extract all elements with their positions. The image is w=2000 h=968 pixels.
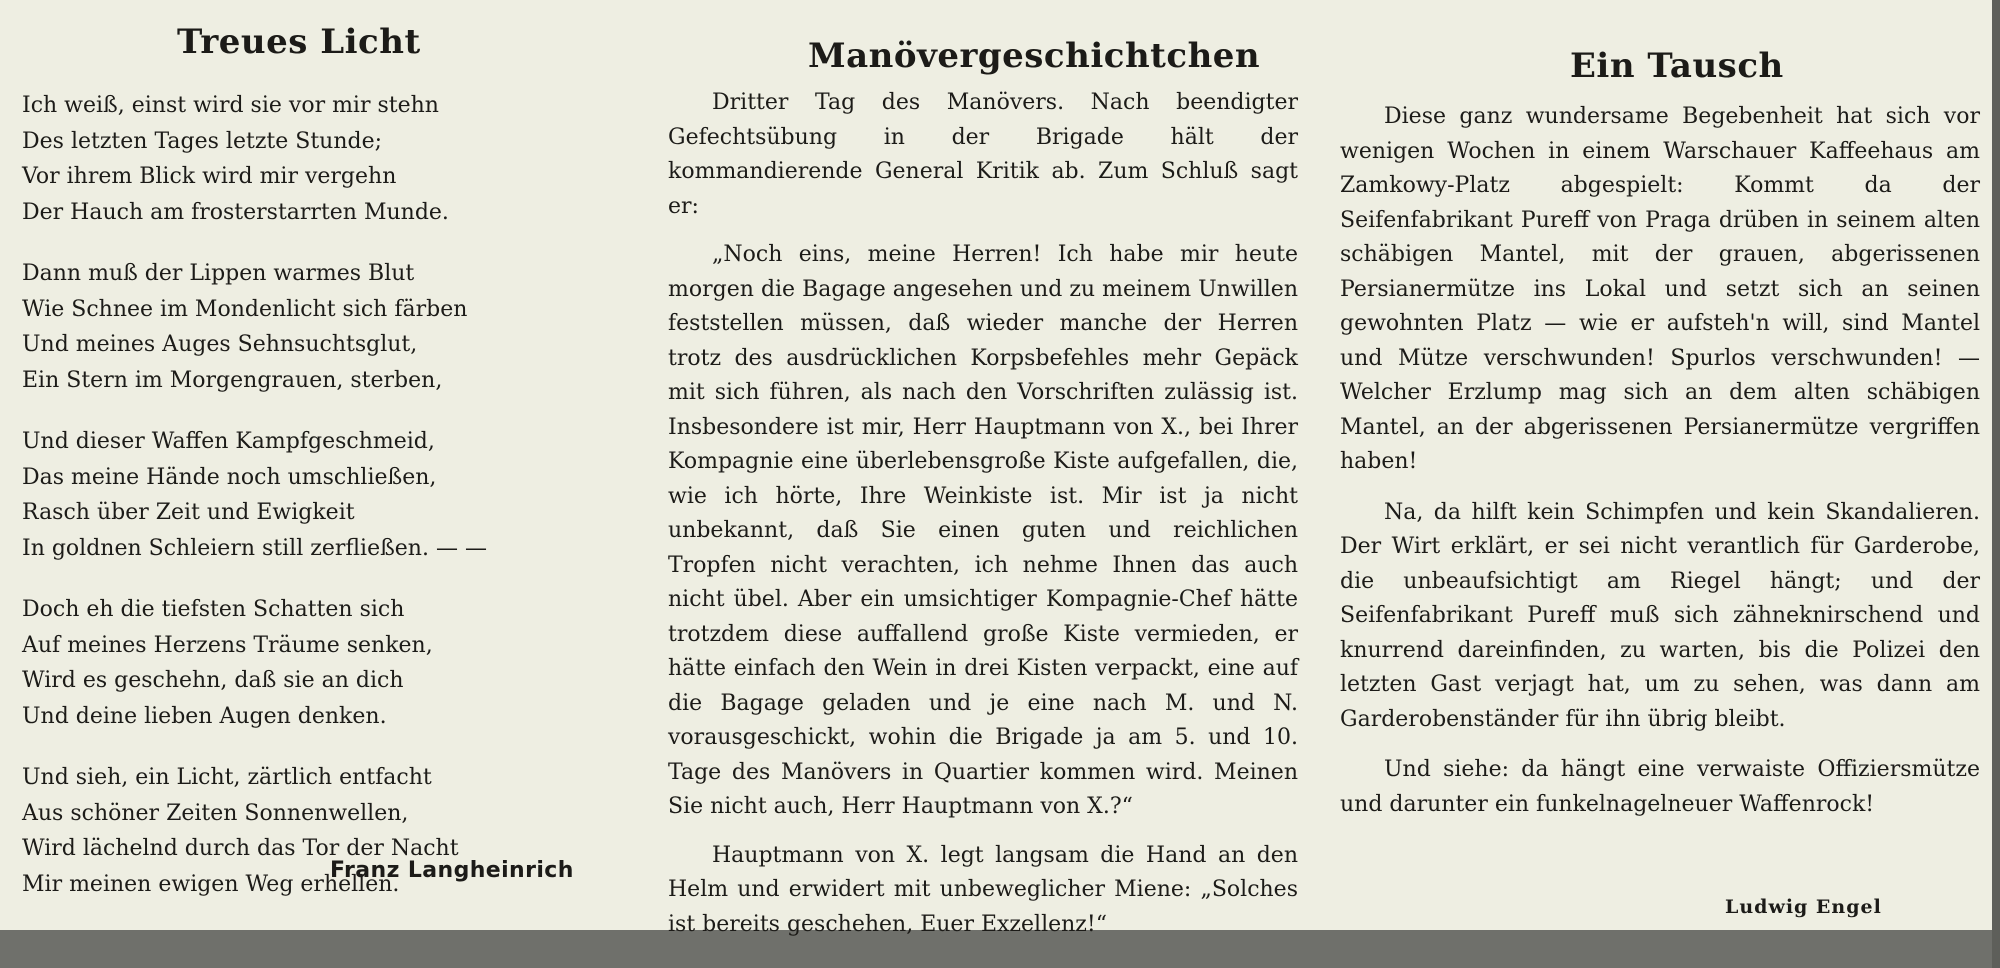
- poem-verse: Auf meines Herzens Träume senken,: [22, 632, 433, 658]
- poem-verse: Und dieser Waffen Kampfgeschmeid,: [22, 429, 435, 454]
- page-edge: [1992, 0, 2000, 968]
- poem-stanza: [22, 592, 582, 734]
- story1-body: [668, 86, 1298, 956]
- poem-stanza: [22, 424, 582, 566]
- poem-verse: Wird lächelnd durch das Tor der Nacht: [22, 836, 459, 861]
- story2-paragraph: Und siehe: da hängt eine verwaiste Offiziersmütze und darunter ein funkelnagelneuer Waffenrock!: [1340, 757, 1980, 817]
- poem-verse: Ein Stern im Morgengrauen, sterben,: [22, 367, 443, 393]
- story2-paragraph: Na, da hilft kein Schimpfen und kein Skandalieren. Der Wirt erklärt, er sei nicht verantlich für Garderobe, die unbeaufsichtigt am Riegel hängt; und der Seifenfabrikant Pureff muß sich zähneknirschend und knurrend dareinfinden, zu warten, bis die Polizei den letzten Gast verjagt hat, um zu sehen, was dann am Garderobenständer für ihn übrig bleibt.: [1340, 499, 1980, 732]
- poem-verse: In goldnen Schleiern still zerfließen. — —: [22, 535, 487, 561]
- poem-verse: Des letzten Tages letzte Stunde;: [22, 128, 383, 154]
- poem-stanza: [22, 88, 582, 230]
- story2-body: [1340, 100, 1980, 838]
- story1-paragraph: Hauptmann von X. legt langsam die Hand an den Helm und erwidert mit unbeweglicher Miene: „Solches ist bereits geschehen, Euer Exzellenz!“: [668, 842, 1298, 937]
- story1-paragraph: „Noch eins, meine Herren! Ich habe mir heute morgen die Bagage angesehen und zu meinem Unwillen feststellen müssen, daß wieder manche der Herren trotz des ausdrücklichen Korpsbefehles mehr Gepäck mit sich führen, als nach den Vorschriften zulässig ist. Insbesondere ist mir, Herr Hauptmann von X., bei Ihrer Kompagnie eine überlebensgroße Kiste aufgefallen, die, wie ich hörte, Ihre Weinkiste ist. Mir ist ja nicht unbekannt, daß Sie einen guten und reichlichen Tropfen nicht verachten, ich nehme Ihnen das auch nicht übel. Aber ein umsichtiger Kompagnie-Chef hätte trotzdem diese auffallend große Kiste vermieden, er hätte einfach den Wein in drei Kisten verpackt, eine auf die Bagage geladen und je eine nach M. und N. vorausgeschickt, wohin die Brigade ja am 5. und 10. Tage des Manövers in Quartier kommen wird. Meinen Sie nicht auch, Herr Hauptmann von X.?“: [668, 242, 1298, 819]
- story2-author: Ludwig Engel: [1725, 896, 1882, 918]
- poem-verse: Und deine lieben Augen denken.: [22, 703, 387, 729]
- poem-title: Treues Licht: [177, 22, 421, 62]
- poem-verse: Der Hauch am frosterstarrten Munde.: [22, 199, 449, 225]
- poem-verse: Und sieh, ein Licht, zärtlich entfacht: [22, 765, 432, 790]
- poem-body: [22, 88, 582, 928]
- poem-verse: Vor ihrem Blick wird mir vergehn: [22, 164, 397, 189]
- poem-verse: Doch eh die tiefsten Schatten sich: [22, 597, 405, 622]
- story2-paragraph: Diese ganz wundersame Begebenheit hat sich vor wenigen Wochen in einem Warschauer Kaffeehaus am Zamkowy-Platz abgespielt: Kommt da der Seifenfabrikant Pureff von Praga drüben in seinem alten schäbigen Mantel, mit der grauen, abgerissenen Persianermütze ins Lokal und setzt sich an seinen gewohnten Platz — wie er aufsteh'n will, sind Mantel und Mütze verschwunden! Spurlos verschwunden! — Welcher Erzlump mag sich an dem alten schäbigen Mantel, an der abgerissenen Persianermütze vergriffen haben!: [1340, 104, 1980, 474]
- poem-verse: Dann muß der Lippen warmes Blut: [22, 261, 415, 286]
- poem-stanza: [22, 256, 582, 398]
- poem-verse: Aus schöner Zeiten Sonnenwellen,: [22, 800, 409, 826]
- story1-paragraph: Dritter Tag des Manövers. Nach beendigter Gefechtsübung in der Brigade hält der kommandierende General Kritik ab. Zum Schluß sagt er:: [668, 90, 1298, 219]
- story2-title: Ein Tausch: [1570, 46, 1784, 86]
- poem-verse: Rasch über Zeit und Ewigkeit: [22, 500, 355, 525]
- poem-verse: Wird es geschehn, daß sie an dich: [22, 668, 404, 693]
- poem-verse: Das meine Hände noch umschließen,: [22, 464, 437, 490]
- poem-verse: Ich weiß, einst wird sie vor mir stehn: [22, 93, 439, 118]
- poem-verse: Mir meinen ewigen Weg erhellen.: [22, 871, 400, 897]
- story1-title: Manövergeschichtchen: [808, 36, 1261, 76]
- poem-verse: Und meines Auges Sehnsuchtsglut,: [22, 332, 418, 357]
- poem-verse: Wie Schnee im Mondenlicht sich färben: [22, 296, 468, 322]
- poem-author: Franz Langheinrich: [330, 858, 574, 883]
